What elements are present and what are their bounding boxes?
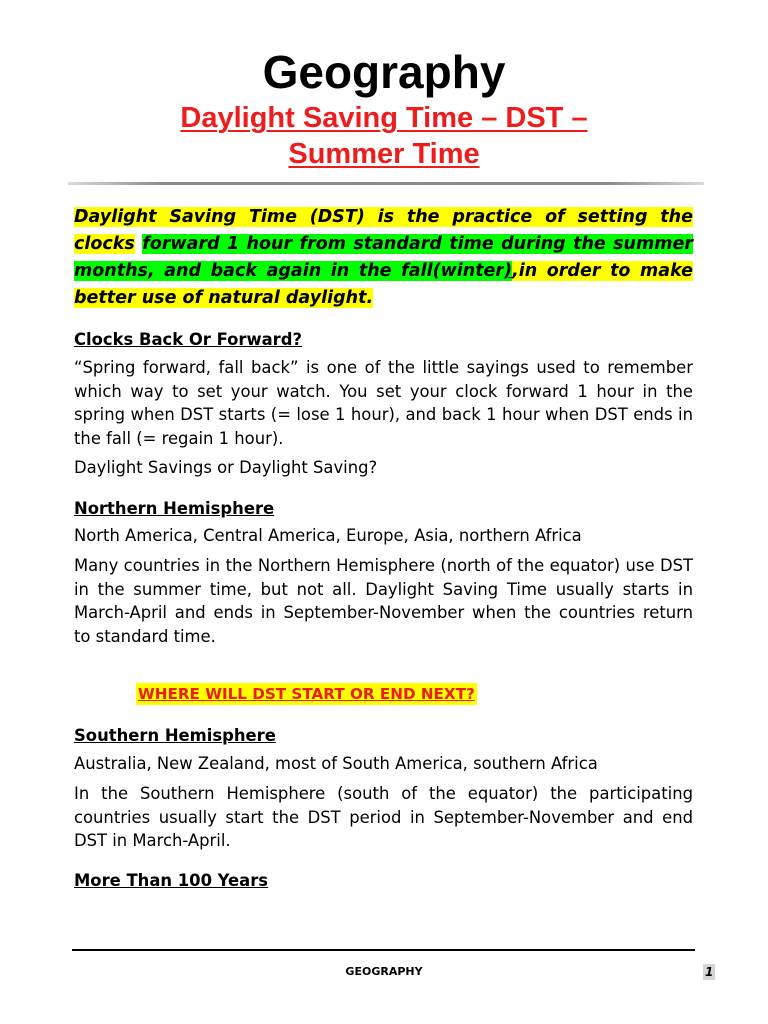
title-divider xyxy=(68,182,704,185)
intro-highlight-yellow-1: Daylight Saving Time (DST) is the practice of setting the clocks xyxy=(74,207,693,254)
subtitle-line-1 xyxy=(0,100,768,136)
dst-next-callout[interactable]: WHERE WILL DST START OR END NEXT? xyxy=(138,685,475,703)
page-number: 1 xyxy=(705,965,714,979)
clocks-question: Daylight Savings or Daylight Saving? xyxy=(74,458,378,477)
intro-paragraph xyxy=(74,204,693,312)
heading-more-than-100-years: More Than 100 Years xyxy=(74,871,269,890)
southern-regions: Australia, New Zealand, most of South America, southern Africa xyxy=(74,754,598,773)
clocks-paragraph: “Spring forward, fall back” is one of the little sayings used to remember which way to set your watch. You set your clock forward 1 hour in the spring when DST starts (= lose 1 hour), and back 1 hour when DST ends in the fall (= regain 1 hour). xyxy=(74,358,693,448)
intro-highlight-green: forward 1 hour from standard time during the summer months, and back again in the fall(winter xyxy=(74,234,693,281)
intro-highlight-yellow-2: ,in order to make better use of natural daylight. xyxy=(74,261,693,308)
subtitle-line-2 xyxy=(0,136,768,172)
intro-highlight-green-underlined: ) xyxy=(504,261,513,281)
northern-regions: North America, Central America, Europe, Asia, northern Africa xyxy=(74,526,582,545)
page-title: Geography xyxy=(262,46,506,98)
footer-divider xyxy=(72,949,695,951)
footer-label: GEOGRAPHY xyxy=(345,965,423,978)
northern-paragraph: Many countries in the Northern Hemisphere (north of the equator) use DST in the summer time, but not all. Daylight Saving Time usually starts in March-April and ends in September-November when the countries return to standard time. xyxy=(74,556,693,646)
heading-clocks: Clocks Back Or Forward? xyxy=(74,330,302,349)
subtitle-line-2-text: Summer Time xyxy=(288,138,480,170)
heading-southern-hemisphere: Southern Hemisphere xyxy=(74,726,276,745)
subtitle-line-1-text: Daylight Saving Time – DST – xyxy=(180,102,588,134)
southern-paragraph: In the Southern Hemisphere (south of the equator) the participating countries usually start the DST period in September-November and end DST in March-April. xyxy=(74,784,693,850)
heading-northern-hemisphere: Northern Hemisphere xyxy=(74,499,275,518)
